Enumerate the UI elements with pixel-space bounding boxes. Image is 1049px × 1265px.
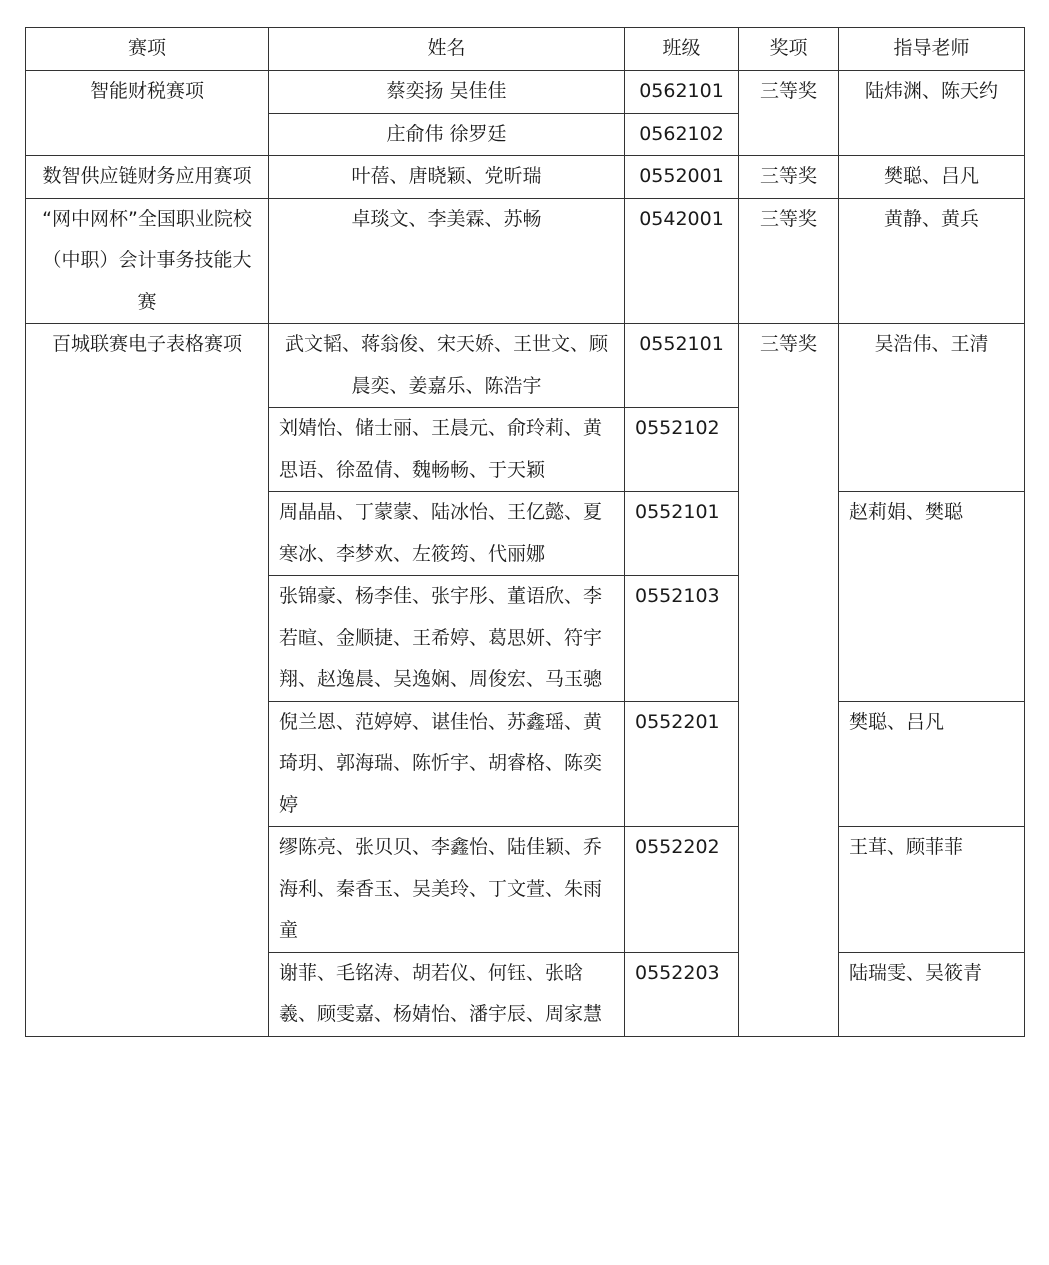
names-cell: 武文韬、蒋翁俊、宋天娇、王世文、顾晨奕、姜嘉乐、陈浩宇 <box>269 324 625 408</box>
class-cell: 0552202 <box>625 827 739 953</box>
award-cell: 三等奖 <box>739 198 839 324</box>
names-cell: 卓琰文、李美霖、苏畅 <box>269 198 625 324</box>
teacher-cell: 黄静、黄兵 <box>839 198 1025 324</box>
header-event: 赛项 <box>26 28 269 71</box>
teacher-cell: 樊聪、吕凡 <box>839 701 1025 827</box>
names-cell: 周晶晶、丁蒙蒙、陆冰怡、王亿懿、夏寒冰、李梦欢、左筱筠、代丽娜 <box>269 492 625 576</box>
names-cell: 蔡奕扬 吴佳佳 <box>269 71 625 114</box>
teacher-cell: 王茸、顾菲菲 <box>839 827 1025 953</box>
table-row <box>26 324 1025 408</box>
teacher-cell: 樊聪、吕凡 <box>839 156 1025 199</box>
class-cell: 0562102 <box>625 113 739 156</box>
table-row <box>26 156 1025 199</box>
event-cell: 智能财税赛项 <box>26 71 269 156</box>
event-cell: 百城联赛电子表格赛项 <box>26 324 269 1037</box>
names-cell: 倪兰恩、范婷婷、谌佳怡、苏鑫瑶、黄琦玥、郭海瑞、陈忻宇、胡睿格、陈奕婷 <box>269 701 625 827</box>
teacher-cell: 吴浩伟、王清 <box>839 324 1025 492</box>
header-teacher: 指导老师 <box>839 28 1025 71</box>
names-cell: 缪陈亮、张贝贝、李鑫怡、陆佳颖、乔海利、秦香玉、吴美玲、丁文萱、朱雨童 <box>269 827 625 953</box>
award-cell: 三等奖 <box>739 71 839 156</box>
class-cell: 0552201 <box>625 701 739 827</box>
class-cell: 0552101 <box>625 324 739 408</box>
table-header-row <box>26 28 1025 71</box>
header-class: 班级 <box>625 28 739 71</box>
teacher-cell: 赵莉娟、樊聪 <box>839 492 1025 702</box>
award-cell: 三等奖 <box>739 324 839 1037</box>
awards-table <box>25 27 1025 1037</box>
class-cell: 0552103 <box>625 576 739 702</box>
class-cell: 0552203 <box>625 952 739 1036</box>
names-cell: 叶蓓、唐晓颖、党昕瑞 <box>269 156 625 199</box>
teacher-cell: 陆炜渊、陈天约 <box>839 71 1025 156</box>
names-cell: 张锦豪、杨李佳、张宇彤、董语欣、李若暄、金顺捷、王希婷、葛思妍、符宇翔、赵逸晨、吴逸娴、周俊宏、马玉骢 <box>269 576 625 702</box>
event-cell: “网中网杯”全国职业院校（中职）会计事务技能大赛 <box>26 198 269 324</box>
table-row <box>26 198 1025 324</box>
event-cell: 数智供应链财务应用赛项 <box>26 156 269 199</box>
class-cell: 0562101 <box>625 71 739 114</box>
header-award: 奖项 <box>739 28 839 71</box>
names-cell: 谢菲、毛铭涛、胡若仪、何钰、张晗羲、顾雯嘉、杨婧怡、潘宇辰、周家慧 <box>269 952 625 1036</box>
teacher-cell: 陆瑞雯、吴筱青 <box>839 952 1025 1036</box>
award-cell: 三等奖 <box>739 156 839 199</box>
class-cell: 0552001 <box>625 156 739 199</box>
names-cell: 刘婧怡、储士丽、王晨元、俞玲莉、黄思语、徐盈倩、魏畅畅、于天颖 <box>269 408 625 492</box>
class-cell: 0542001 <box>625 198 739 324</box>
table-row <box>26 71 1025 114</box>
header-name: 姓名 <box>269 28 625 71</box>
class-cell: 0552101 <box>625 492 739 576</box>
names-cell: 庄俞伟 徐罗廷 <box>269 113 625 156</box>
class-cell: 0552102 <box>625 408 739 492</box>
